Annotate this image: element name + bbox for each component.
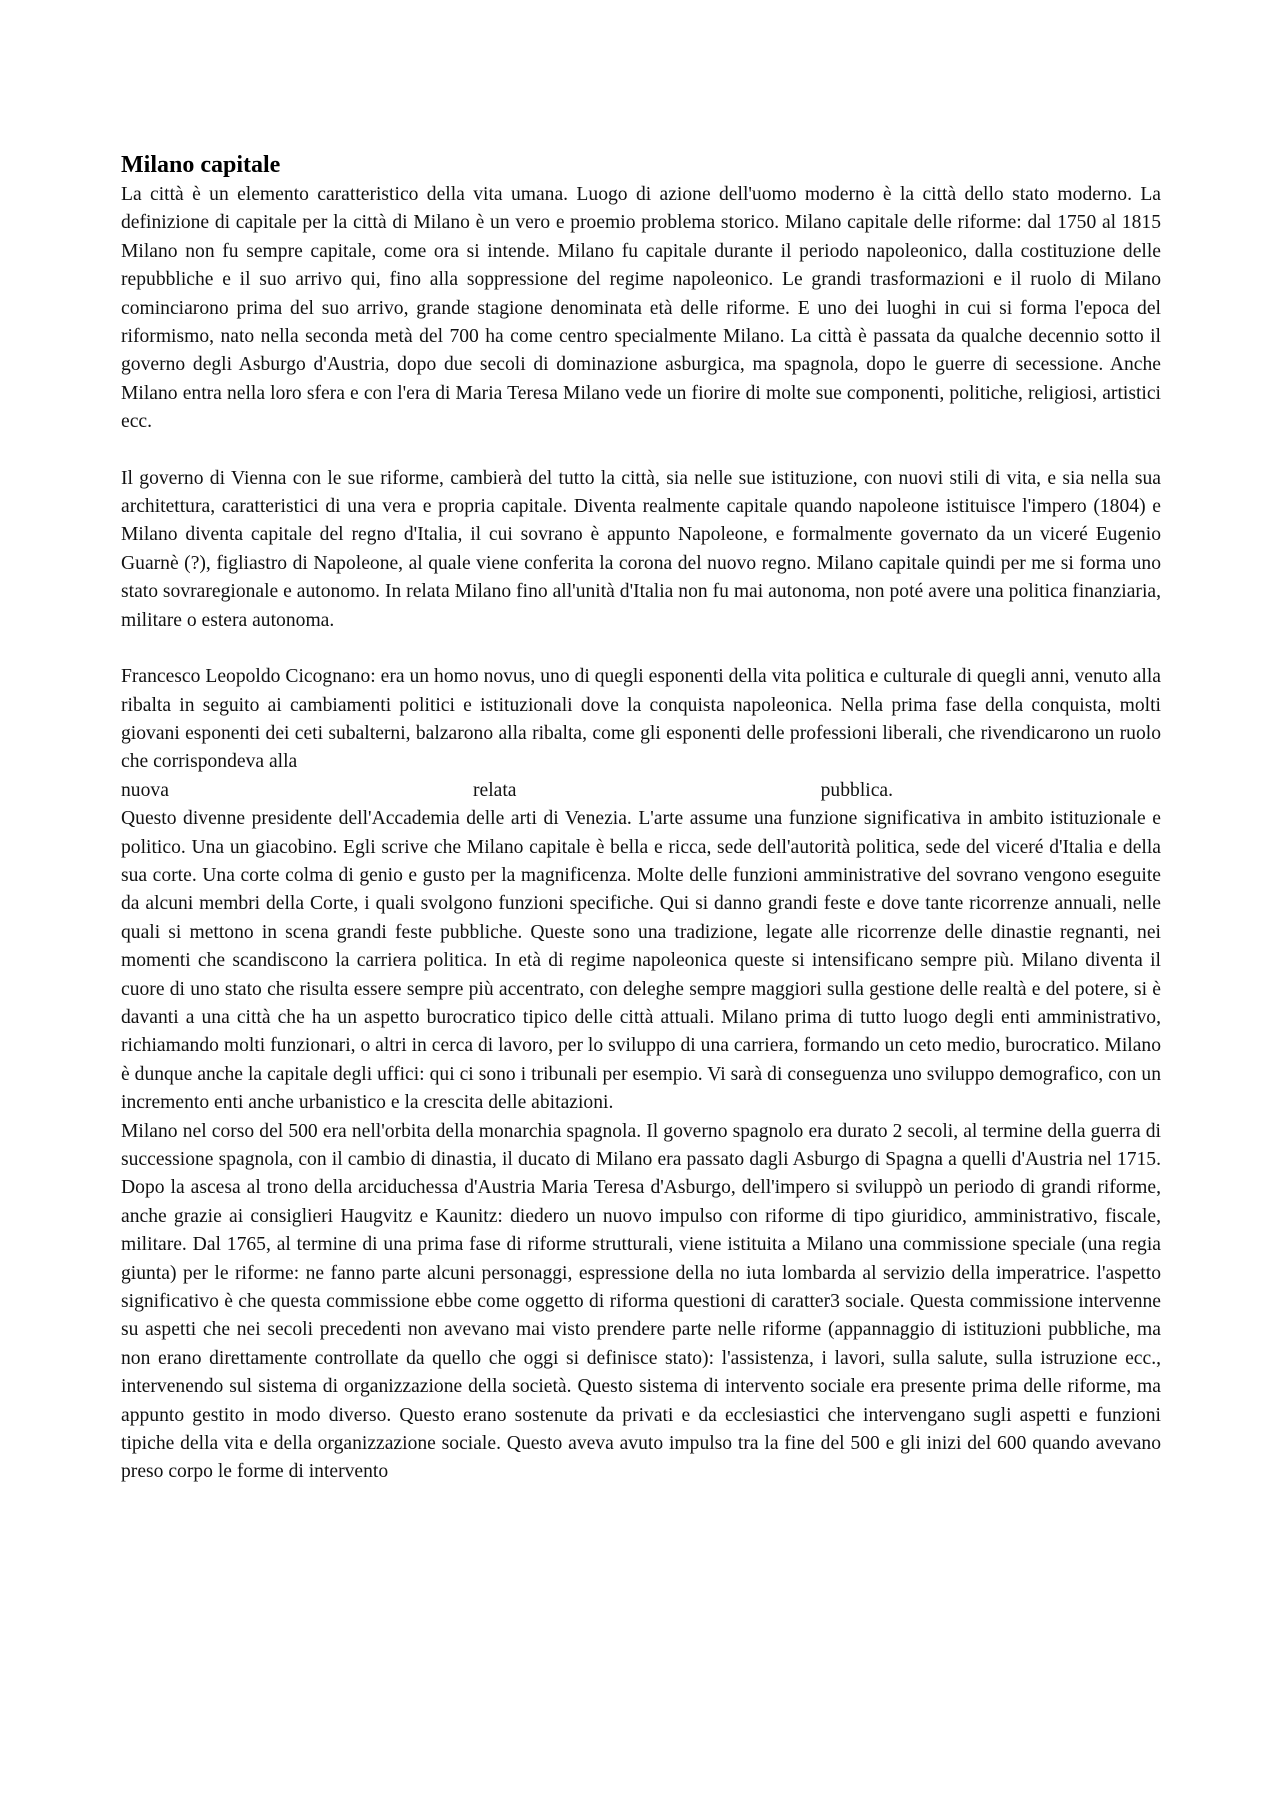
- paragraph-2: Il governo di Vienna con le sue riforme, cambierà del tutto la città, sia nelle sue istituzione, con nuovi stili di vita, e sia nella sua architettura, caratteristici di una vera e propria capitale. Diventa realmente capitale quando napoleone istituisce l'impero (1804) e Milano diventa capitale del regno d'Italia, il cui sovrano è appunto Napoleone, e formalmente governato da un viceré Eugenio Guarnè (?), figliastro di Napoleone, al quale viene conferita la corona del nuovo regno. Milano capitale quindi per me si forma uno stato sovraregionale e autonomo. In relata Milano fino all'unità d'Italia non fu mai autonoma, non poté avere una politica finanziaria, militare o estera autonoma.: [121, 467, 1161, 631]
- word-pubblica: pubblica.: [820, 779, 893, 801]
- page-title: Milano capitale: [121, 152, 281, 178]
- paragraph-1: La città è un elemento caratteristico della vita umana. Luogo di azione dell'uomo moderno è la città dello stato moderno. La definizione di capitale per la città di Milano è un vero e proemio problema storico. Milano capitale delle riforme: dal 1750 al 1815 Milano non fu sempre capitale, come ora si intende. Milano fu capitale durante il periodo napoleonico, dalla costituzione delle repubbliche e il suo arrivo qui, fino alla soppressione del regime napoleonico. Le grandi trasformazioni e il ruolo di Milano cominciarono prima del suo arrivo, grande stagione denominata età delle riforme. E uno dei luoghi in cui si forma l'epoca del riformismo, nato nella seconda metà del 700 ha come centro specialmente Milano. La città è passata da qualche decennio sotto il governo degli Asburgo d'Austria, dopo due secoli di dominazione asburgica, ma spagnola, dopo le guerre di secessione. Anche Milano entra nella loro sfera e con l'era di Maria Teresa Milano vede un fiorire di molte sue componenti, politiche, religiosi, artistici ecc.: [121, 184, 1161, 433]
- word-nuova: nuova: [121, 779, 169, 801]
- word-relata: relata: [473, 779, 517, 801]
- paragraph-5: Milano nel corso del 500 era nell'orbita della monarchia spagnola. Il governo spagnolo era durato 2 secoli, al termine della guerra di successione spagnola, con il cambio di dinastia, il ducato di Milano era passato dagli Asburgo di Spagna a quelli d'Austria nel 1715. Dopo la ascesa al trono della arciduchessa d'Austria Maria Teresa d'Asburgo, dell'impero si sviluppò un periodo di grandi riforme, anche grazie ai consiglieri Haugvitz e Kaunitz: diedero un nuovo impulso con riforme di tipo giuridico, amministrativo, fiscale, militare. Dal 1765, al termine di una prima fase di riforme strutturali, viene istituita a Milano una commissione speciale (una regia giunta) per le riforme: ne fanno parte alcuni personaggi, espressione della no iuta lombarda al servizio della imperatrice. l'aspetto significativo è che questa commissione ebbe come oggetto di riforma questioni di caratter3 sociale. Questa commissione intervenne su aspetti che nei secoli precedenti non avevano mai visto prendere parte nelle riforme (appannaggio di istituzioni pubbliche, ma non erano direttamente controllate da quello che oggi si definisce stato): l'assistenza, i lavori, sulla salute, sulla istruzione ecc., intervenendo sul sistema di organizzazione della società. Questo sistema di intervento sociale era presente prima delle riforme, ma appunto gestito in modo diverso. Questo erano sostenute da privati e da ecclesiastici che intervengano sugli aspetti e funzioni tipiche della vita e della organizzazione sociale. Questo aveva avuto impulso tra la fine del 500 e gli inizi del 600 quando avevano preso corpo le forme di intervento: [121, 1120, 1161, 1483]
- paragraph-4: Questo divenne presidente dell'Accademia delle arti di Venezia. L'arte assume una funzione significativa in ambito istituzionale e politico. Una un giacobino. Egli scrive che Milano capitale è bella e ricca, sede dell'autorità politica, sede del viceré d'Italia e della sua corte. Una corte colma di genio e gusto per la magnificenza. Molte delle funzioni amministrative del sovrano vengono eseguite da alcuni membri della Corte, i quali svolgono funzioni specifiche. Qui si danno grandi feste e dove tante ricorrenze annuali, nelle quali si mettono in scena grandi feste pubbliche. Queste sono una tradizione, legate alle ricorrenze delle dinastie regnanti, nei momenti che scandiscono la carriera politica. In età di regime napoleonica queste si intensificano sempre più. Milano diventa il cuore di uno stato che risulta essere sempre più accentrato, con deleghe sempre maggiori sulla gestione delle realtà e del potere, si è davanti a una città che ha un aspetto burocratico tipico delle città attuali. Milano prima di tutto luogo degli enti amministrativo, richiamando molti funzionari, o altri in cerca di lavoro, per lo sviluppo di una carriera, formando un ceto medio, burocratico. Milano è dunque anche la capitale degli uffici: qui ci sono i tribunali per esempio. Vi sarà di conseguenza uno sviluppo demografico, con un incremento enti anche urbanistico e la crescita delle abitazioni.: [121, 808, 1161, 1114]
- paragraph-gap: [121, 635, 1161, 663]
- paragraph-gap: [121, 437, 1161, 465]
- paragraph-3-last-line: [121, 777, 1161, 805]
- document-page: [121, 150, 1161, 1487]
- paragraph-3: Francesco Leopoldo Cicognano: era un homo novus, uno di quegli esponenti della vita politica e culturale di quegli anni, venuto alla ribalta in seguito ai cambiamenti politici e istituzionali dove la conquista napoleonica. Nella prima fase della conquista, molti giovani esponenti dei ceti subalterni, balzarono alla ribalta, come gli esponenti delle professioni liberali, che rivendicarono un ruolo che corrispondeva alla: [121, 666, 1161, 773]
